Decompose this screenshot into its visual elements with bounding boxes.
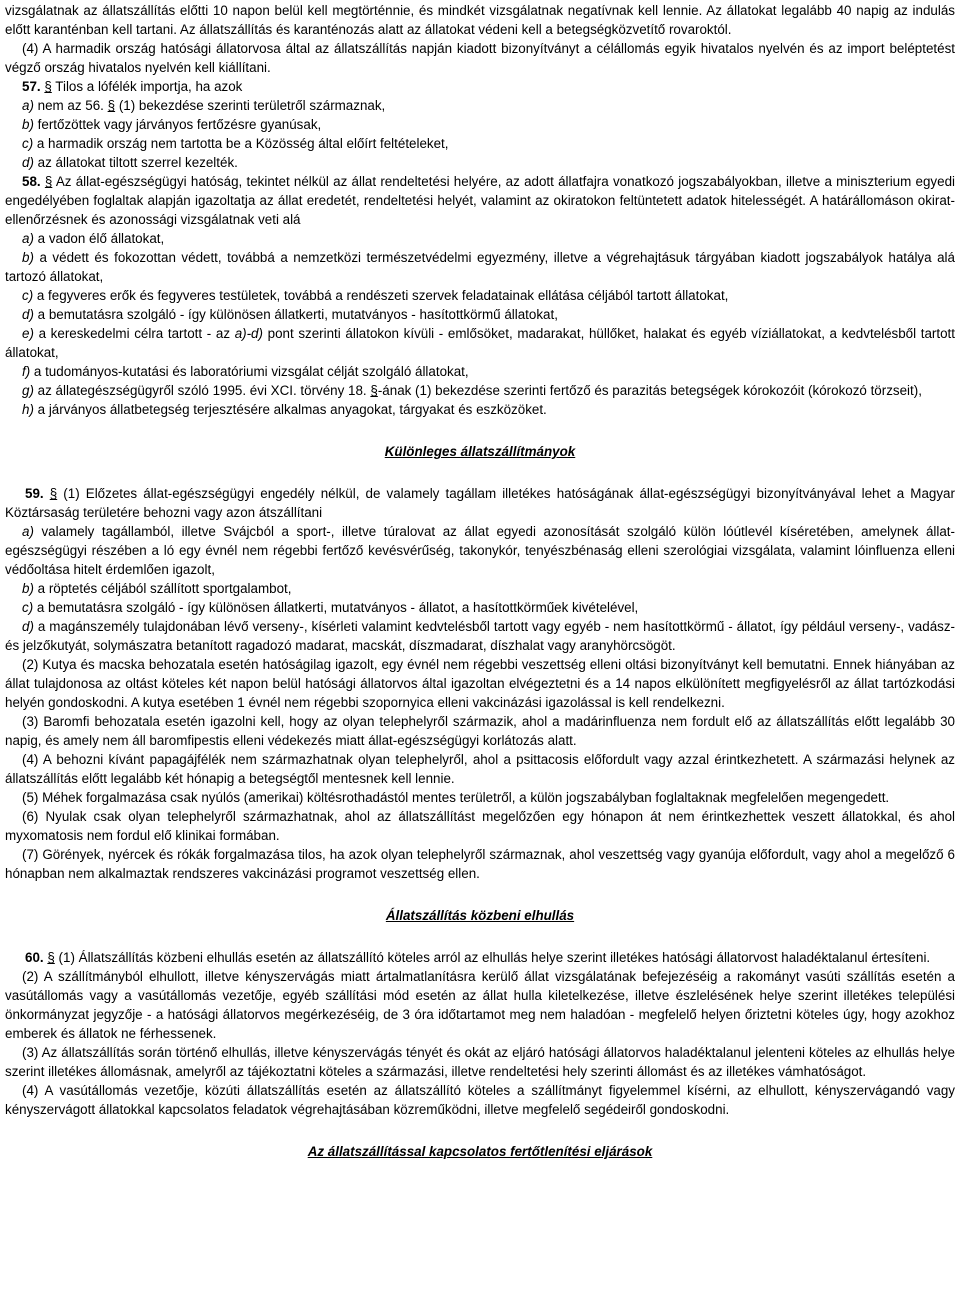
paragraph-56-4: (4) A harmadik ország hatósági állatorvosa által az állatszállítás napján kiadott bizonyítványt a célállomás egyik hivatalos nyelvén és az import beléptetést végző ország hivatalos nyelvén kell kiállítani. bbox=[5, 41, 955, 75]
section-number: 59. bbox=[25, 486, 44, 501]
paragraph: (5) Méhek forgalmazása csak nyúlós (amerikai) költésrothadástól mentes területről, a külön jogszabályban foglaltaknak megfelelően megengedett. bbox=[22, 790, 890, 805]
list-item: d) a magánszemély tulajdonában lévő verseny-, kísérleti valamint kedvtelésből tartott vagy egyéb - nem hasítottkörmű - állatot, így például verseny-, vadász- és jelzőkutyát, solymászatra betanított ragadozó madarat, macskát, díszmadarat, díszhalat vagy aranyhörcsögöt. bbox=[5, 619, 955, 653]
spacer bbox=[5, 419, 955, 442]
list-item: a) nem az 56. § (1) bekezdése szerinti területről származnak, bbox=[22, 98, 386, 113]
section-number: 58. bbox=[22, 174, 41, 189]
section-sign-link[interactable]: § bbox=[44, 174, 53, 189]
spacer bbox=[5, 461, 955, 484]
section-57: 57. § Tilos a lófélék importja, ha azok bbox=[22, 79, 243, 94]
paragraph: (7) Görények, nyércek és rókák forgalmazása tilos, ha azok olyan telephelyről származnak, ahol veszettség vagy gyanúja előfordult, vagy ahol a megelőző 6 hónapban nem alkalmaztak rendszeres vakcinázási programot veszettség ellen. bbox=[5, 847, 955, 881]
list-item: b) a röptetés céljából szállított sportgalambot, bbox=[22, 581, 292, 596]
paragraph: (2) Kutya és macska behozatala esetén hatóságilag igazolt, egy évnél nem régebbi veszettség elleni oltási bizonyítványt kell bemutatni. Ennek hiányában az állat tulajdonosa az oltást köteles két napon belül hatósági állatorvos által igazoltan elvégeztetni és a 14 napos elkülönített megfigyelésről az állat tartózkodási helyén gondoskodni. A kutya esetében 1 évnél nem régebbi szopornyica elleni vakcinázási igazolással is kell rendelkezni. bbox=[5, 657, 955, 710]
section-sign-link[interactable]: § bbox=[370, 383, 378, 398]
list-item: f) a tudományos-kutatási és laboratóriumi vizsgálat célját szolgáló állatokat, bbox=[22, 364, 469, 379]
list-item: d) az állatokat tiltott szerrel kezelték. bbox=[22, 155, 238, 170]
section-60: 60. § (1) Állatszállítás közbeni elhullás esetén az állatszállító köteles arról az elhullás helye szerint illetékes hatósági állatorvost haladéktalanul értesíteni. bbox=[25, 950, 931, 965]
section-heading: Különleges állatszállítmányok bbox=[384, 444, 576, 459]
paragraph: (3) Az állatszállítás során történő elhullás, illetve kényszervágás tényét és okát az eljáró hatósági állatorvos haladéktalanul jelenteni köteles az elhullás helye szerint illetékes állomásnak, amelyről az tájékoztatni köteles a származási, illetve rendeltetési hely szerinti állomást és az illetékes vámhatóságot. bbox=[5, 1045, 955, 1079]
section-number: 57. bbox=[22, 79, 41, 94]
list-item: b) fertőzöttek vagy járványos fertőzésre gyanúsak, bbox=[22, 117, 322, 132]
list-item: e) a kereskedelmi célra tartott - az a)-d) pont szerinti állatokon kívüli - emlősöket, madarakat, hüllőket, halakat és egyéb víziállatokat, a kedvtelésből tartott állatokat, bbox=[5, 326, 955, 360]
list-item: c) a bemutatásra szolgáló - így különösen állatkerti, mutatványos - állatot, a hasítottkörműek kivételével, bbox=[22, 600, 639, 615]
spacer bbox=[5, 883, 955, 906]
paragraph: (3) Baromfi behozatala esetén igazolni kell, hogy az olyan telephelyről származik, ahol a madárinfluenza nem fordult elő az állatszállítás előtt legalább 30 napig, és amely nem áll baromfipestis elleni védekezés miatt állat-egészségügyi korlátozás alatt. bbox=[5, 714, 955, 748]
list-item: c) a harmadik ország nem tartotta be a Közösség által előírt feltételeket, bbox=[22, 136, 449, 151]
section-59: 59. § (1) Előzetes állat-egészségügyi engedély nélkül, de valamely tagállam illetékes hatóságának állat-egészségügyi bizonyítványával lehet a Magyar Köztársaság területére behozni vagy azon átszállítani bbox=[5, 486, 955, 520]
list-item: g) az állategészségügyről szóló 1995. évi XCI. törvény 18. §-ának (1) bekezdése szerinti fertőző és parazitás betegségek kórokozóit (kórokozó törzseit), bbox=[22, 383, 922, 398]
paragraph: (6) Nyulak csak olyan telephelyről származhatnak, ahol az állatszállítást megelőzően egy hónapon át nem érintkezhettek veszett állatokkal, és ahol myxomatosis nem fordul elő klinikai formában. bbox=[5, 809, 955, 843]
list-item: a) a vadon élő állatokat, bbox=[22, 231, 165, 246]
section-heading: Állatszállítás közbeni elhullás bbox=[385, 908, 575, 923]
paragraph: (4) A behozni kívánt papagájfélék nem származhatnak olyan telephelyről, ahol a psittacosis előfordult vagy azzal érintkezhetett. A származási helynek az állatszállítás előtt legalább két hónapig a betegségtől mentesnek kell lennie. bbox=[5, 752, 955, 786]
paragraph: (2) A szállítmányból elhullott, illetve kényszervágás miatt ártalmatlanításra kerülő állat vizsgálatának befejezéséig a rakományt vasúti szállítás esetén a vasútállomás vagy a vasútállomás vezetője, egyéb szállítási mód esetén az állat hulla kiletelkezése, illetve észlelésének helye szerint illetékes települési önkormányzat jegyzője - a hatósági állatorvos megérkezéséig, de 3 óra időtartamot meg nem haladóan - megfelelő helyen őriztetni köteles úgy, hogy azokhoz emberek és állatok ne férhessenek. bbox=[5, 969, 955, 1041]
paragraph: (4) A vasútállomás vezetője, közúti állatszállítás esetén az állatszállító köteles a szállítmányt figyelemmel kísérni, az elhullott, kényszervágandó vagy kényszervágott állatokkal kapcsolatos feladatok végrehajtásában közreműködni, illetve megfelelő segédeiről gondoskodni. bbox=[5, 1083, 955, 1117]
list-item: c) a fegyveres erők és fegyveres testületek, továbbá a rendészeti szervek feladatainak ellátása céljából tartott állatokat, bbox=[22, 288, 729, 303]
paragraph-continued: vizsgálatnak az állatszállítás előtti 10 napon belül kell megtörténnie, és mindkét vizsgálatnak negatívnak kell lennie. Az állatokat legalább 40 napig az indulás előtt karanténban kell tartani. Az állatszállítás és karanténozás alatt az állatokat védeni kell a betegségközvetítő rovaroktól. bbox=[5, 3, 955, 37]
section-58: 58. § Az állat-egészségügyi hatóság, tekintet nélkül az állat rendeltetési helyére, az adott állatfajra vonatkozó jogszabályokban, illetve a miniszterium egyedi engedélyében foglaltak alapján igazoltatja az állat eredetét, rendeltetési helyét, valamint az okiratokon feltüntetett adatok hitelességét. A határállomáson okirat-ellenőrzésnek és azonossági vizsgálatnak veti alá bbox=[5, 174, 955, 227]
section-sign-link[interactable]: § bbox=[107, 98, 116, 113]
section-sign-link[interactable]: § bbox=[47, 950, 55, 965]
list-item: d) a bemutatásra szolgáló - így különösen állatkerti, mutatványos - hasítottkörmű állatokat, bbox=[22, 307, 558, 322]
section-sign-link[interactable]: § bbox=[44, 79, 52, 94]
spacer bbox=[5, 925, 955, 948]
list-item: h) a járványos állatbetegség terjesztésére alkalmas anyagokat, tárgyakat és eszközöket. bbox=[22, 402, 547, 417]
section-sign-link[interactable]: § bbox=[49, 486, 58, 501]
list-item: b) a védett és fokozottan védett, továbbá a nemzetközi természetvédelmi egyezmény, illetve a végrehajtásuk tárgyában kiadott jogszabályok hatálya alá tartozó állatokat, bbox=[5, 250, 955, 284]
spacer bbox=[5, 1119, 955, 1142]
list-item: a) valamely tagállamból, illetve Svájcból a sport-, illetve túralovat az állat egyedi azonosítását szolgáló külön lóútlevél kíséretében, amelynek állat-egészségügyi részében a ló egy évnél nem régebbi fertőző kevésvérűség, takonykór, tenyészbénaság elleni szerológiai vizsgálata, valamint lóinfluenza elleni védőoltása hitelt érdemlően igazolt, bbox=[5, 524, 955, 577]
section-number: 60. bbox=[25, 950, 44, 965]
section-heading: Az állatszállítással kapcsolatos fertőtlenítési eljárások bbox=[307, 1144, 653, 1159]
